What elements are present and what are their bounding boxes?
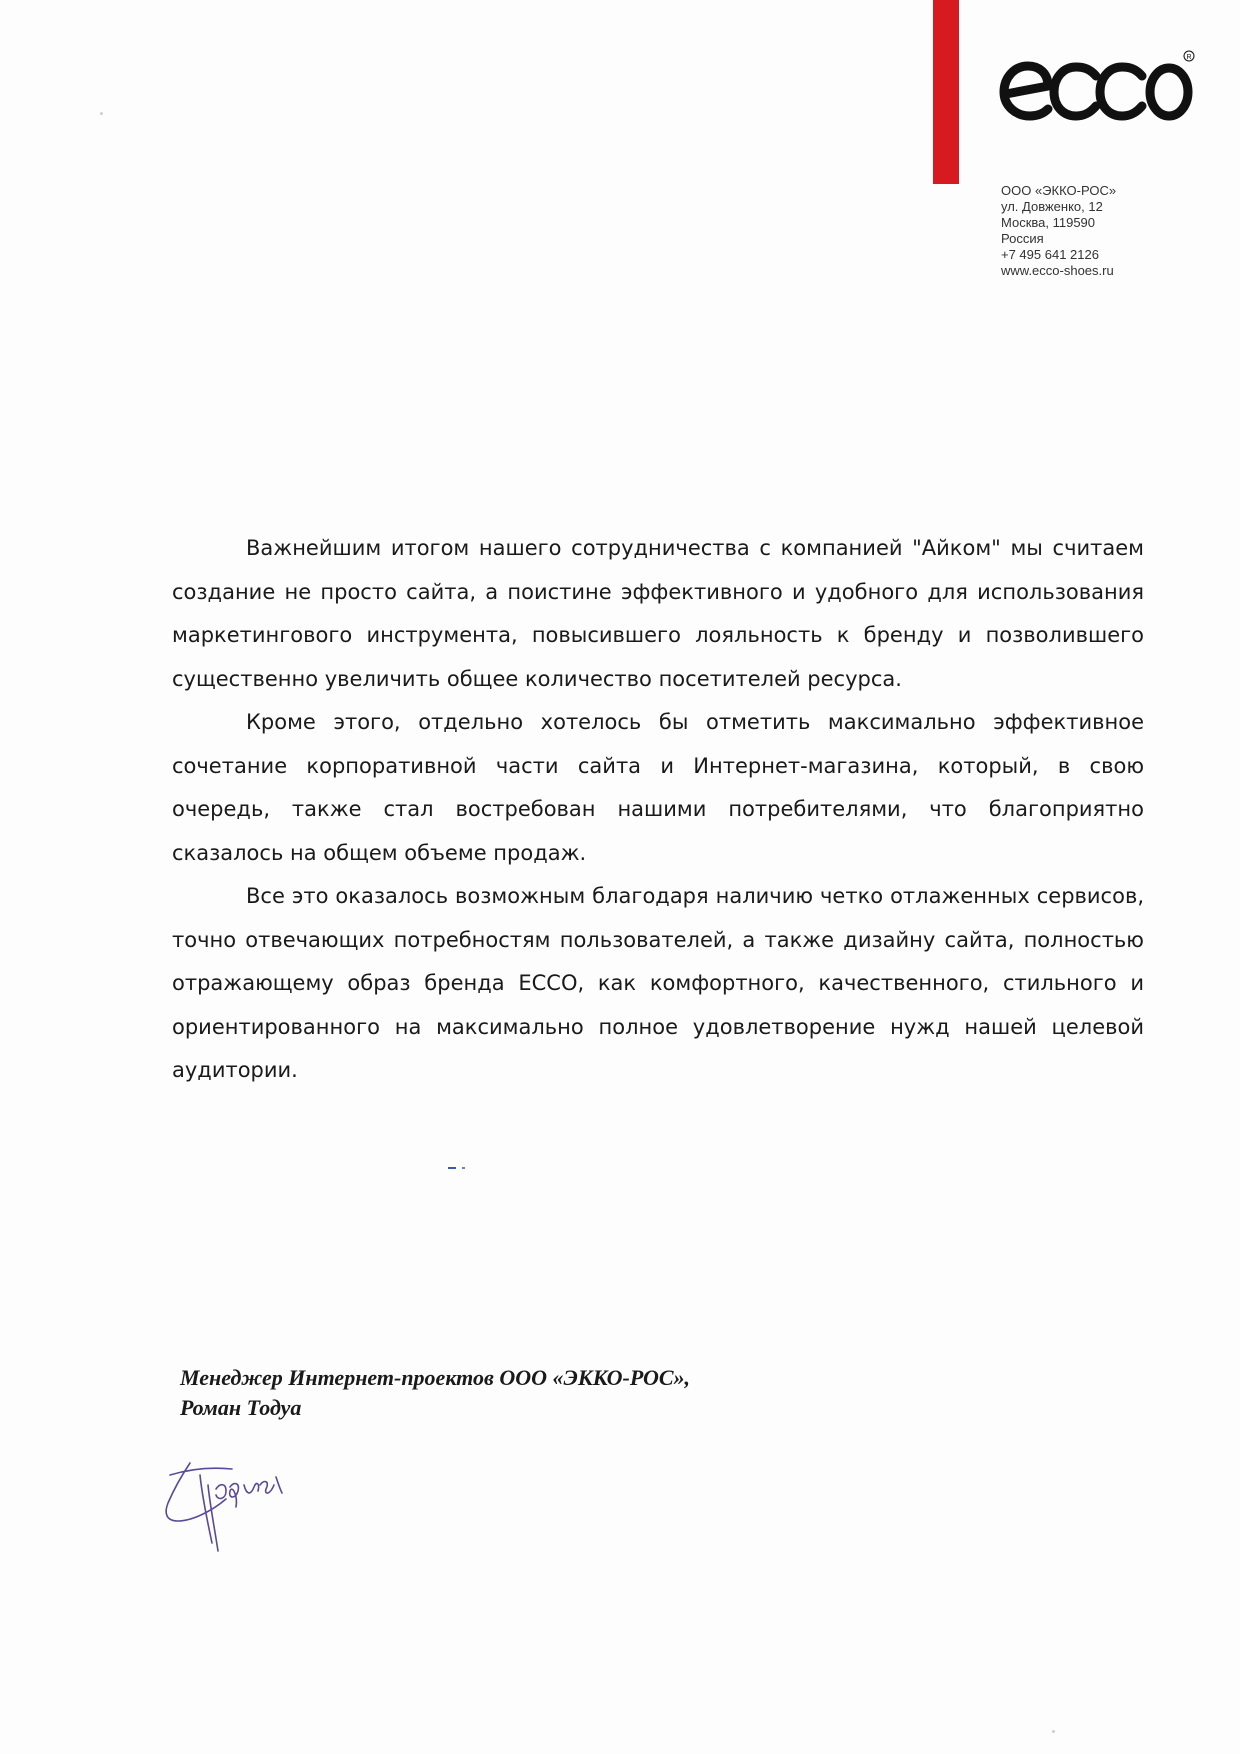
- scan-speck: [1052, 1730, 1055, 1733]
- company-city: Москва, 119590: [1001, 215, 1096, 230]
- handwritten-signature-icon: [160, 1455, 300, 1555]
- company-name: ООО «ЭККО-РОС»: [1001, 183, 1117, 198]
- letter-body: [172, 527, 1144, 1093]
- svg-text:R: R: [1186, 54, 1192, 61]
- letter-paragraph-2: Кроме этого, отдельно хотелось бы отметить максимально эффективное сочетание корпоративной части сайта и Интернет-магазина, который, в свою очередь, также стал востребован нашими потребителями, что благоприятно сказалось на общем объеме продаж.: [172, 710, 1144, 865]
- company-phone: +7 495 641 2126: [1001, 247, 1099, 262]
- signatory-position: Менеджер Интернет-проектов ООО «ЭККО-РОС»,: [180, 1365, 691, 1390]
- brand-red-bar: [933, 0, 959, 184]
- scan-speck: [100, 112, 103, 115]
- company-country: Россия: [1001, 231, 1044, 246]
- company-website: www.ecco-shoes.ru: [1001, 263, 1114, 278]
- signatory-name: Роман Тодуа: [180, 1395, 302, 1420]
- stray-ink-mark: [448, 1166, 470, 1170]
- company-address: [1001, 183, 1116, 279]
- signatory-block: [180, 1363, 690, 1423]
- ecco-logo: [996, 46, 1196, 126]
- letter-paragraph-3: Все это оказалось возможным благодаря наличию четко отлаженных сервисов, точно отвечающих потребностям пользователей, а также дизайну сайта, полностью отражающему образ бренда ECCO, как комфортного, качественного, стильного и ориентированного на максимально полное удовлетворение нужд нашей целевой аудитории.: [172, 884, 1144, 1082]
- letter-paragraph-1: Важнейшим итогом нашего сотрудничества с компанией "Айком" мы считаем создание не просто сайта, а поистине эффективного и удобного для использования маркетингового инструмента, повысившего лояльность к бренду и позволившего существенно увеличить общее количество посетителей ресурса.: [172, 536, 1144, 691]
- company-street: ул. Довженко, 12: [1001, 199, 1103, 214]
